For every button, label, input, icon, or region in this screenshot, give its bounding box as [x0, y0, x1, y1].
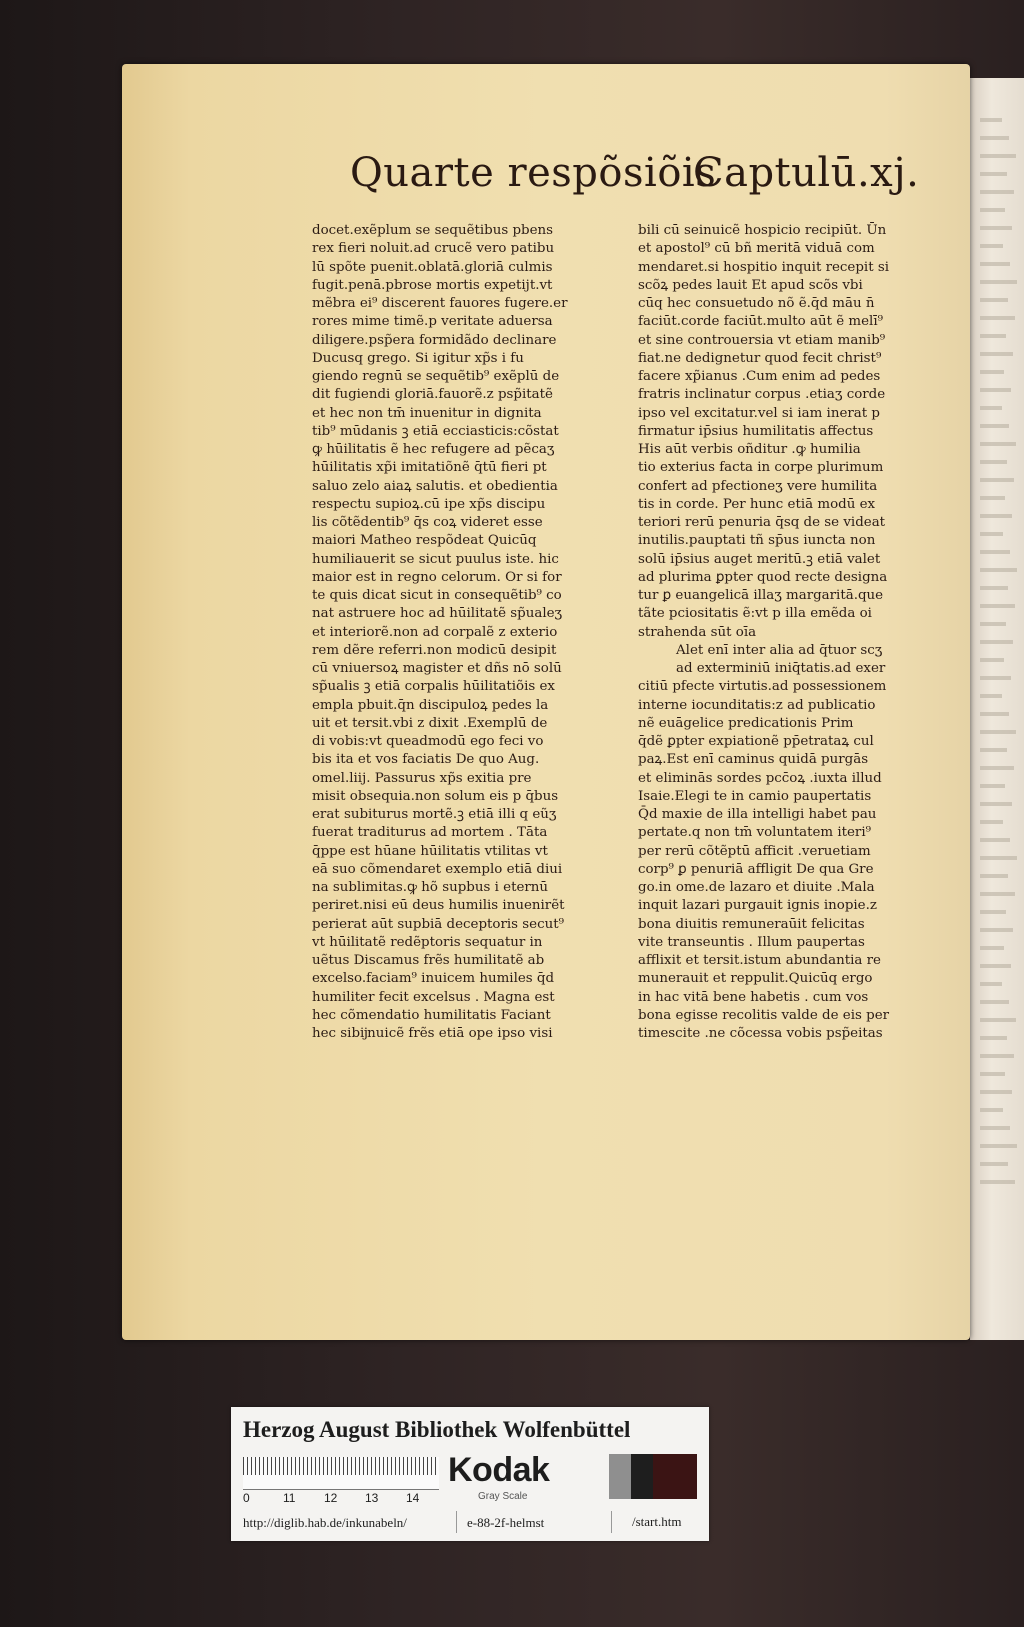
show-through-line	[980, 190, 1014, 194]
dark-red-swatch	[653, 1454, 697, 1499]
show-through-line	[980, 388, 1011, 392]
show-through-line	[980, 1126, 1010, 1130]
text-line: inutilis.pauptati tñ sp̄us iuncta non	[638, 533, 876, 549]
text-column-left	[312, 222, 580, 1043]
show-through-line	[980, 1162, 1008, 1166]
text-line: dit fugiendi gloriā.fauorẽ.z psp̃itatẽ	[312, 387, 553, 403]
text-line: ꝙ hūilitatis ẽ hec refugere ad pẽcaʒ	[312, 442, 555, 457]
show-through-line	[980, 208, 1005, 212]
text-line: tis in corde. Per hunc etiā modū ex	[638, 496, 876, 512]
show-through-line	[980, 1144, 1017, 1148]
show-through-line	[980, 964, 1011, 968]
text-line: et hec non tm̄ inuenitur in dignita	[312, 405, 542, 421]
text-line: His aūt verbis oñditur .ꝙ humilia	[638, 442, 861, 457]
text-line: vt hūilitatẽ redẽptoris sequatur in	[312, 934, 543, 950]
text-line: respectu supioꝝ.cū ipe xp̃s discipu	[312, 496, 546, 512]
show-through-line	[980, 442, 1016, 446]
text-line: bona egisse recolitis valde de eis per	[638, 1007, 890, 1023]
text-line: strahenda sūt oīa	[638, 624, 757, 640]
show-through-line	[980, 748, 1007, 752]
show-through-line	[980, 352, 1013, 356]
show-through-line	[980, 820, 1003, 824]
text-line: hec sibĳnuicẽ frẽs etiā ope ipso visi	[312, 1026, 553, 1041]
text-line: Isaie.Elegi te in camio paupertatis	[638, 788, 872, 804]
text-line: erat subiturus mortẽ.ꝫ etiā illi q eũʒ	[312, 807, 557, 822]
show-through-line	[980, 1018, 1016, 1022]
text-line: mendaret.si hospitio inquit recepit si	[638, 259, 889, 275]
show-through-line	[980, 496, 1005, 500]
text-line: fratris inclinatur corpus .etiaʒ corde	[638, 387, 886, 403]
text-line: te quis dicat sicut in consequẽtib⁹ co	[312, 588, 562, 603]
text-line: pertate.q non tm̄ voluntatem iteri⁹	[638, 825, 871, 841]
text-line: confert ad pfectioneʒ vere humilita	[638, 478, 878, 494]
show-through-line	[980, 532, 1003, 536]
text-line: maiori Matheo respõdeat Quicūq	[312, 533, 537, 549]
text-line: inquit lazari purgauit ignis inopie.z	[638, 898, 877, 914]
show-through-line	[980, 334, 1006, 338]
digital-library-url: http://diglib.hab.de/inkunabeln/	[243, 1515, 407, 1530]
measurement-ruler	[243, 1457, 439, 1490]
text-line: hec cõmendatio humilitatis Faciant	[312, 1007, 551, 1023]
text-line: bis ita et vos faciatis De quo Aug.	[312, 752, 540, 768]
show-through-line	[980, 1000, 1009, 1004]
show-through-line	[980, 406, 1002, 410]
text-line: na sublimitas.ꝙ hõ supbus i eternū	[312, 880, 549, 895]
text-line: citiū pfecte virtutis.ad possessionem	[638, 679, 887, 695]
text-line: teriori rerū penuria q̄sq de se videat	[638, 515, 886, 530]
text-line: perierat aūt supbiā deceptoris secut⁹	[312, 916, 564, 932]
show-through-line	[980, 226, 1012, 230]
show-through-line	[980, 694, 1002, 698]
running-head-right: Captulū.xj.	[693, 150, 920, 196]
show-through-line	[980, 1036, 1007, 1040]
start-page-link: /start.htm	[632, 1514, 682, 1529]
text-line: ad exterminiū iniq̄tatis.ad exer	[676, 661, 886, 676]
text-line: tib⁹ mūdanis ꝫ etiā ecciasticis:cõstat	[312, 423, 559, 439]
text-line: docet.exẽplum se sequẽtibus pbens	[312, 223, 554, 238]
text-column-right	[638, 222, 914, 1043]
text-line: excelso.faciam⁹ inuicem humiles q̄d	[312, 971, 555, 987]
text-line: q̄ppe est hūane hūilitatis vtilitas vt	[312, 843, 548, 859]
divider	[611, 1511, 612, 1533]
show-through-line	[980, 1108, 1003, 1112]
text-line: ipso vel excitatur.vel si iam inerat p	[638, 405, 880, 421]
show-through-line	[980, 316, 1015, 320]
show-through-line	[980, 784, 1005, 788]
text-line: rores mime timẽ.p veritate aduersa	[312, 314, 553, 330]
text-line: eā suo cõmendaret exemplo etiā diui	[312, 861, 563, 877]
text-line: et sine controuersia vt etiam manib⁹	[638, 332, 886, 348]
text-line: uit et tersit.vbi z dixit .Exemplū de	[312, 715, 548, 731]
text-line: uẽtus Discamus frẽs humilitatẽ ab	[312, 953, 545, 968]
text-line: timescite .ne cõcessa vobis psp̃eitas	[638, 1026, 883, 1041]
text-line: hūilitatis xp̃i imitatiõnẽ q̄tū fieri pt	[312, 460, 547, 476]
show-through-line	[980, 424, 1009, 428]
ruler-label: 0	[243, 1491, 250, 1505]
text-line: humiliauerit se sicut puulus iste. hic	[312, 551, 559, 567]
running-head-left: Quarte respõsiõis	[350, 150, 717, 196]
show-through-line	[980, 658, 1004, 662]
show-through-line	[980, 1072, 1005, 1076]
show-through-line	[980, 514, 1012, 518]
text-line: et interiorẽ.non ad corpalẽ z exterio	[312, 624, 558, 640]
text-line: in hac vitā bene habetis . cum vos	[638, 989, 869, 1005]
show-through-line	[980, 370, 1004, 374]
text-line: periret.nisi eū deus humilis inuenirẽt	[312, 898, 565, 914]
text-line: paꝝ.Est enī caminus quidā purgās	[638, 752, 869, 768]
show-through-line	[980, 802, 1012, 806]
show-through-line	[980, 298, 1008, 302]
show-through-line	[980, 172, 1007, 176]
show-through-line	[980, 154, 1016, 158]
text-line: giendo regnū se sequẽtib⁹ exẽplū de	[312, 369, 560, 384]
show-through-line	[980, 460, 1007, 464]
text-line: faciūt.corde faciūt.multo aūt ẽ melī⁹	[638, 314, 883, 330]
show-through-line	[980, 856, 1017, 860]
text-line: maior est in regno celorum. Or si for	[312, 569, 562, 585]
color-reference-card	[231, 1407, 709, 1541]
show-through-line	[980, 622, 1006, 626]
show-through-line	[980, 586, 1008, 590]
text-line: munerauit et reppulit.Quicūq ergo	[638, 971, 873, 987]
text-line: vite transeuntis . Illum paupertas	[638, 934, 865, 950]
ruler-label: 12	[324, 1491, 338, 1505]
kodak-logo: Kodak	[448, 1451, 550, 1489]
text-line: lū spõte puenit.oblatā.gloriā culmis	[312, 259, 553, 275]
text-line: ad plurima ꝑpter quod recte designa	[638, 569, 888, 585]
text-line: bona diuitis remuneraūit felicitas	[638, 916, 865, 932]
show-through-line	[980, 982, 1002, 986]
text-line: tio exterius facta in corpe plurimum	[638, 460, 884, 476]
text-line: nat astruere hoc ad hūilitatẽ sp̃ualeʒ	[312, 606, 563, 622]
text-line: go.in ome.de lazaro et diuite .Mala	[638, 880, 875, 895]
text-line: et eliminās sordes pcc̄oꝝ .iuxta illud	[638, 770, 882, 786]
text-line: rem dẽre referri.non modicū desipit	[312, 642, 557, 658]
show-through-line	[980, 874, 1008, 878]
show-through-line	[980, 478, 1014, 482]
text-line: misit obsequia.non solum eis p q̄bus	[312, 788, 559, 804]
show-through-line	[980, 604, 1015, 608]
gray-scale-label: Gray Scale	[478, 1491, 528, 1502]
show-through-line	[980, 676, 1011, 680]
text-line: tur ꝑ euangelicā illaʒ margaritā.que	[638, 588, 884, 603]
text-line: interne iocunditatis:z ad publicatio	[638, 697, 876, 713]
text-line: empla pbuit.q̄n discipuloꝝ pedes la	[312, 697, 549, 713]
text-line: per rerū cõtẽptū afficit .veruetiam	[638, 843, 871, 859]
text-line: fiat.ne dedignetur quod fecit christ⁹	[638, 350, 882, 366]
show-through-line	[980, 946, 1004, 950]
facing-page-edge	[970, 78, 1024, 1340]
show-through-line	[980, 568, 1017, 572]
show-through-line	[980, 136, 1009, 140]
text-line: et apostol⁹ cū bñ meritā viduā com	[638, 241, 875, 257]
show-through-line	[980, 1180, 1015, 1184]
show-through-line	[980, 892, 1015, 896]
show-through-line	[980, 766, 1014, 770]
text-line: sp̃ualis ꝫ etiā corpalis hūilitatiõis ex	[312, 679, 555, 695]
text-line: afflixit et tersit.istum abundantia re	[638, 953, 881, 968]
text-line: nẽ euāgelice predicationis Prim	[638, 715, 854, 731]
text-line: corp⁹ ꝑ penuriā affligit De qua Gre	[638, 861, 874, 877]
text-line: q̄dẽ ꝑpter expiationẽ pp̄etrataꝝ cul	[638, 734, 874, 749]
text-line: Q̄d maxie de illa intelligi habet pau	[638, 807, 877, 822]
text-line: mẽbra ei⁹ discerent fauores fugere.er	[312, 296, 568, 311]
show-through-line	[980, 280, 1017, 284]
text-line: bili cū seinuicẽ hospicio recipiūt. Ūn	[638, 223, 887, 238]
text-line: cū vniuersoꝝ magister et dñs nō solū	[312, 661, 562, 676]
ruler-label: 11	[283, 1491, 296, 1505]
show-through-line	[980, 910, 1006, 914]
divider	[456, 1511, 457, 1533]
ruler-label: 14	[406, 1491, 420, 1505]
text-line: cūq hec consuetudo nõ ẽ.q̄d māu n̄	[638, 296, 875, 311]
text-line: Alet enī inter alia ad q̄tuor scʒ	[676, 642, 883, 658]
text-line: scõꝝ pedes lauit Et apud scõs vbi	[638, 277, 863, 293]
text-line: rex fieri noluit.ad crucẽ vero patibu	[312, 241, 555, 257]
text-line: facere xp̃ianus .Cum enim ad pedes	[638, 369, 881, 384]
library-title: Herzog August Bibliothek Wolfenbüttel	[243, 1417, 631, 1442]
show-through-line	[980, 118, 1002, 122]
text-line: solū ip̄sius auget meritū.ꝫ etiā valet	[638, 551, 881, 567]
ruler-labels	[243, 1491, 439, 1509]
text-line: fugit.penā.pbrose mortis expetijt.vt	[312, 277, 553, 293]
shelfmark: e-88-2f-helmst	[467, 1515, 545, 1530]
text-line: diligere.psp̃era formidãdo declinare	[312, 332, 557, 348]
ruler-label: 13	[365, 1491, 379, 1505]
text-line: lis cõtẽdentib⁹ q̄s coꝝ videret esse	[312, 515, 543, 530]
show-through-line	[980, 244, 1003, 248]
show-through-line	[980, 640, 1013, 644]
show-through-line	[980, 262, 1010, 266]
text-line: Ducusq grego. Si igitur xp̃s i fu	[312, 350, 524, 366]
show-through-line	[980, 730, 1016, 734]
text-line: di vobis:vt queadmodū ego feci vo	[312, 734, 544, 749]
show-through-line	[980, 838, 1010, 842]
show-through-line	[980, 1090, 1012, 1094]
text-line: tãte pciositatis ẽ:vt p illa emẽda oi	[638, 606, 872, 622]
show-through-line	[980, 550, 1010, 554]
text-line: saluo zelo aiaꝝ salutis. et obedientia	[312, 478, 558, 494]
text-line: humiliter fecit excelsus . Magna est	[312, 989, 555, 1005]
show-through-line	[980, 1054, 1014, 1058]
text-line: omel.liij. Passurus xp̃s exitia pre	[312, 770, 532, 786]
show-through-line	[980, 928, 1013, 932]
show-through-line	[980, 712, 1009, 716]
text-line: firmatur ip̄sius humilitatis affectus	[638, 423, 874, 439]
text-line: fuerat traditurus ad mortem . Tāta	[312, 825, 548, 841]
